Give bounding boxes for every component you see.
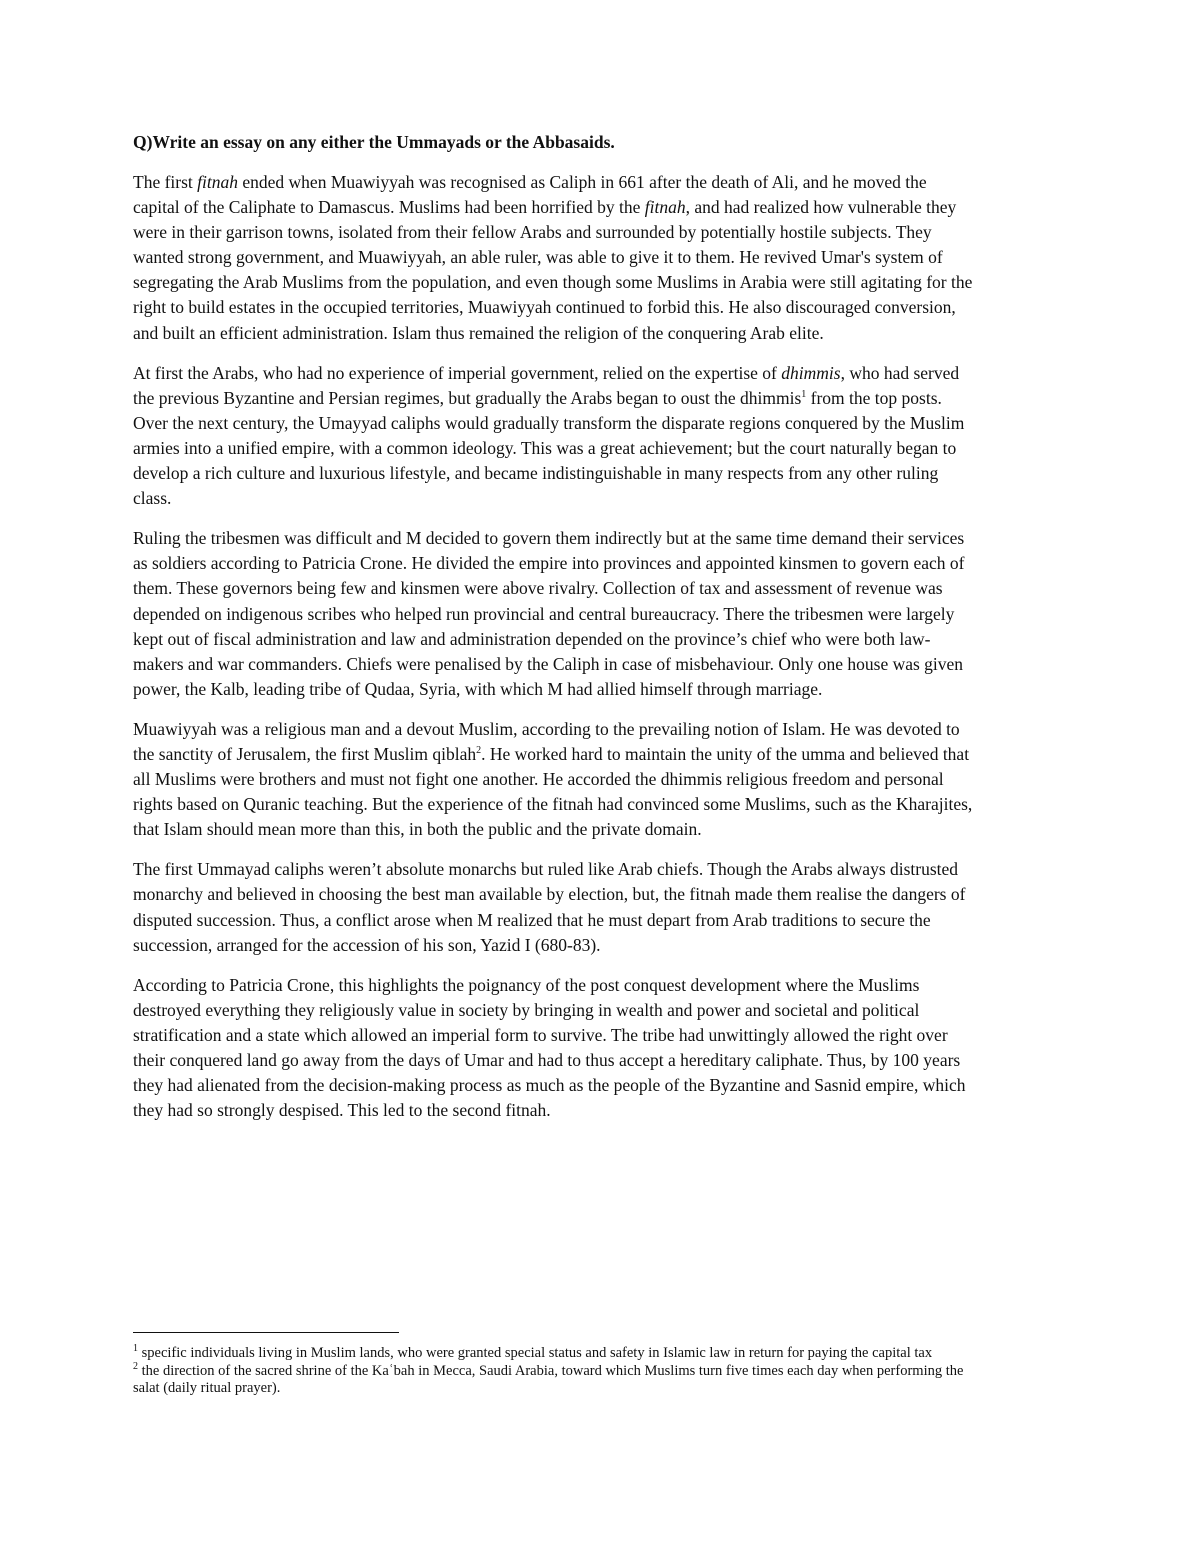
- paragraph-4: [133, 717, 973, 842]
- p2-text-a: At first the Arabs, who had no experience of imperial government, relied on the expertise of: [133, 362, 782, 383]
- p1-text-c: , and had realized how vulnerable they were in their garrison towns, isolated from their fellow Arabs and surrounded by potentially hostile subjects. They wanted strong government, and Muawiyyah, an able ruler, was able to give it to them. He revived Umar's system of segregating the Arab Muslims from the population, and even though some Muslims in Arabia were still agitating for the right to build estates in the occupied territories, Muawiyyah continued to forbid this. He also discouraged conversion, and built an efficient administration. Islam thus remained the religion of the conquering Arab elite.: [133, 197, 973, 343]
- footnote-2-number: 2: [133, 1360, 138, 1372]
- p2-text-b: , who had served the previous Byzantine and Persian regimes, but gradually the Arabs began to oust the dhimmis: [133, 362, 960, 408]
- footnote-2: [133, 1360, 973, 1398]
- paragraph-5: The first Ummayad caliphs weren’t absolute monarchs but ruled like Arab chiefs. Though the Arabs always distrusted monarchy and believed in choosing the best man available by election, but, the fitnah made them realise the dangers of disputed succession. Thus, a conflict arose when M realized that he must depart from Arab traditions to secure the succession, arranged for the accession of his son, Yazid I (680-83).: [133, 859, 966, 955]
- paragraph-6: According to Patricia Crone, this highlights the poignancy of the post conquest development where the Muslims destroyed everything they religiously value in society by bringing in wealth and power and societal and political stratification and a state which allowed an imperial form to survive. The tribe had unwittingly allowed the right over their conquered land go away from the days of Umar and had to thus accept a hereditary caliphate. Thus, by 100 years they had alienated from the decision-making process as much as the people of the Byzantine and Sasnid empire, which they had so strongly despised. This led to the second fitnah.: [133, 974, 966, 1121]
- footnote-separator: [133, 1332, 399, 1333]
- p2-italic-dhimmis: dhimmis: [781, 362, 841, 383]
- footnote-ref-2[interactable]: 2: [476, 745, 482, 757]
- essay-body: [133, 130, 973, 1138]
- paragraph-3: Ruling the tribesmen was difficult and M decided to govern them indirectly but at the same time demand their services as soldiers according to Patricia Crone. He divided the empire into provinces and appointed kinsmen to govern each of them. These governors being few and kinsmen were above rivalry. Collection of tax and assessment of revenue was depended on indigenous scribes who helped run provincial and central bureaucracy. There the tribesmen were largely kept out of fiscal administration and law and administration depended on the province’s chief who were both law-makers and war commanders. Chiefs were penalised by the Caliph in case of misbehaviour. Only one house was given power, the Kalb, leading tribe of Qudaa, Syria, with which M had allied himself through marriage.: [133, 528, 965, 699]
- p1-text-a: The first: [133, 172, 198, 192]
- footnote-2-text: the direction of the sacred shrine of the Kaʿbah in Mecca, Saudi Arabia, toward which Muslims turn five times each day when performing the salat (daily ritual prayer).: [133, 1362, 964, 1396]
- footnote-ref-1[interactable]: 1: [801, 388, 807, 400]
- paragraph-2: [133, 361, 973, 512]
- paragraph-1: [133, 170, 973, 346]
- p4-text-a: Muawiyyah was a religious man and a devout Muslim, according to the prevailing notion of Islam. He was devoted to the sanctity of Jerusalem, the first Muslim qiblah: [133, 718, 960, 764]
- footnote-1: [133, 1345, 973, 1363]
- footnote-1-number: 1: [133, 1343, 138, 1355]
- p1-italic-fitnah-2: fitnah: [644, 197, 686, 218]
- p2-text-c: from the top posts. Over the next century, the Umayyad caliphs would gradually transform the disparate regions conquered by the Muslim armies into a unified empire, with a common ideology. This was a great achievement; but the court naturally began to develop a rich culture and luxurious lifestyle, and became indistinguishable in many respects from any other ruling class.: [133, 387, 965, 509]
- p4-text-b: . He worked hard to maintain the unity of the umma and believed that all Muslims were brothers and must not fight one another. He accorded the dhimmis religious freedom and personal rights based on Quranic teaching. But the experience of the fitnah had convinced some Muslims, such as the Kharajites, that Islam should mean more than this, in both the public and the private domain.: [133, 743, 973, 840]
- p1-italic-fitnah-1: fitnah: [197, 172, 238, 192]
- footnotes: [133, 1345, 973, 1398]
- question-heading: Q)Write an essay on any either the Ummayads or the Abbasaids.: [133, 132, 615, 152]
- footnote-1-text: specific individuals living in Muslim lands, who were granted special status and safety in Islamic law in return for paying the capital tax: [138, 1345, 933, 1361]
- p1-text-b: ended when Muawiyyah was recognised as Caliph in 661 after the death of Ali, and he moved the capital of the Caliphate to Damascus. Muslims had been horrified by the: [133, 172, 927, 218]
